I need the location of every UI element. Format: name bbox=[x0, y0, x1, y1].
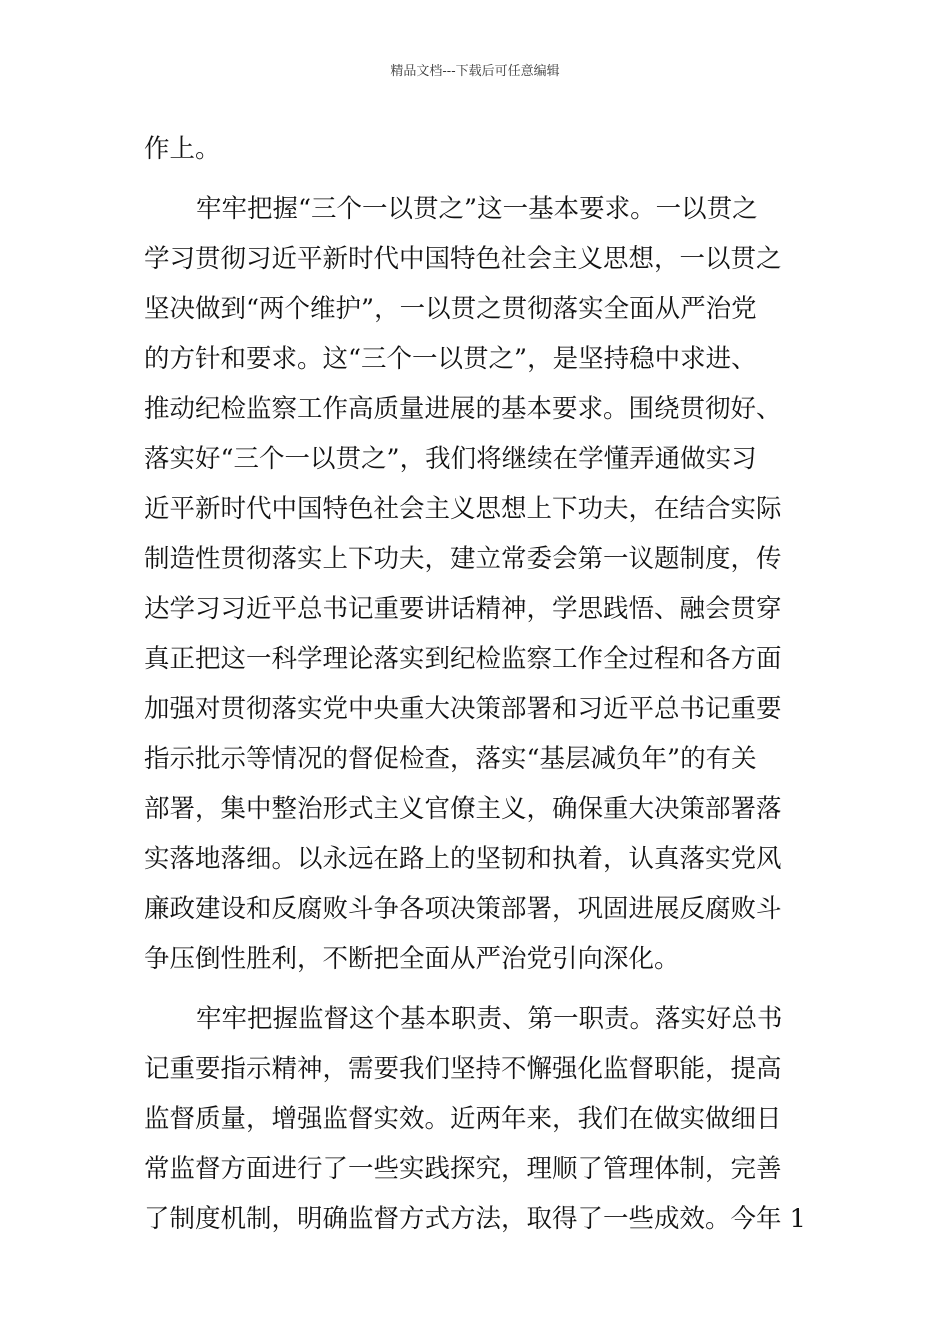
text-line: 达学习习近平总书记重要讲话精神，学思践悟、融会贯穿 bbox=[144, 594, 782, 624]
text-line: 落实好“三个一以贯之”，我们将继续在学懂弄通做实习 bbox=[144, 444, 757, 474]
text-line: 学习贯彻习近平新时代中国特色社会主义思想，一以贯之 bbox=[144, 244, 782, 274]
text-line: 指示批示等情况的督促检查，落实“基层减负年”的有关 bbox=[144, 744, 757, 774]
text-line: 牢牢把握监督这个基本职责、第一职责。落实好总书 bbox=[196, 1004, 783, 1034]
text-line: 廉政建设和反腐败斗争各项决策部署，巩固进展反腐败斗 bbox=[144, 894, 782, 924]
text-line: 实落地落细。以永远在路上的坚韧和执着，认真落实党风 bbox=[144, 844, 782, 874]
text-line: 常监督方面进行了一些实践探究，理顺了管理体制，完善 bbox=[144, 1154, 782, 1184]
text-line: 推动纪检监察工作高质量进展的基本要求。围绕贯彻好、 bbox=[144, 394, 782, 424]
text-line: 了制度机制，明确监督方式方法，取得了一些成效。今年 1 bbox=[144, 1204, 806, 1234]
text-line: 的方针和要求。这“三个一以贯之”，是坚持稳中求进、 bbox=[144, 344, 757, 374]
text-line: 坚决做到“两个维护”，一以贯之贯彻落实全面从严治党 bbox=[144, 294, 757, 324]
paragraph-supervision-duty bbox=[144, 1001, 814, 1251]
text-line: 制造性贯彻落实上下功夫，建立常委会第一议题制度，传 bbox=[144, 544, 782, 574]
text-line: 部署，集中整治形式主义官僚主义，确保重大决策部署落 bbox=[144, 794, 782, 824]
page-header: 精品文档---下载后可任意编辑 bbox=[390, 64, 560, 79]
text-line: 监督质量，增强监督实效。近两年来，我们在做实做细日 bbox=[144, 1104, 782, 1134]
text-line: 作上。 bbox=[144, 134, 221, 164]
paragraph-continuation bbox=[144, 131, 814, 181]
document-body bbox=[144, 131, 814, 1251]
text-line: 牢牢把握“三个一以贯之”这一基本要求。一以贯之 bbox=[196, 194, 758, 224]
text-line: 加强对贯彻落实党中央重大决策部署和习近平总书记重要 bbox=[144, 694, 782, 724]
paragraph-three-consistencies bbox=[144, 191, 814, 991]
text-line: 近平新时代中国特色社会主义思想上下功夫，在结合实际 bbox=[144, 494, 782, 524]
text-line: 记重要指示精神，需要我们坚持不懈强化监督职能，提高 bbox=[144, 1054, 782, 1084]
text-line: 争压倒性胜利，不断把全面从严治党引向深化。 bbox=[144, 944, 680, 974]
text-line: 真正把这一科学理论落实到纪检监察工作全过程和各方面 bbox=[144, 644, 782, 674]
